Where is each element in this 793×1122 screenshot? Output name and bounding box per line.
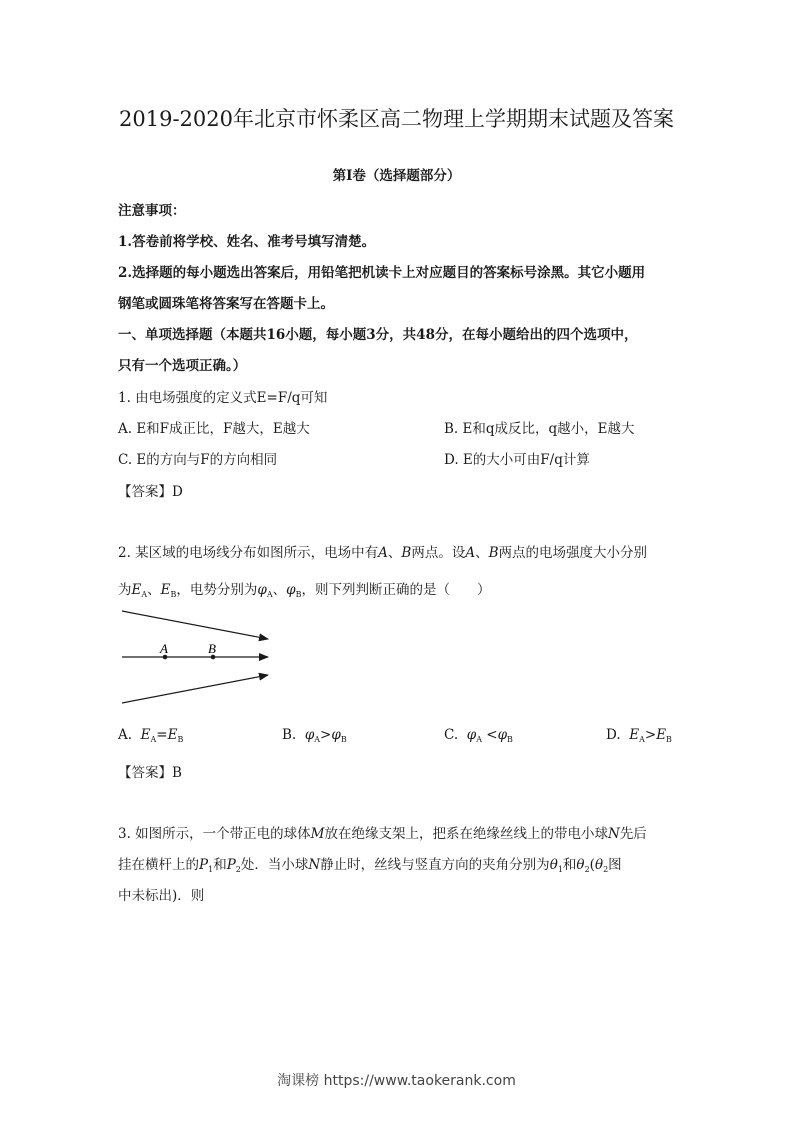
q2-stem-line2: 为$E_A$、$E_B$，电势分别为$\varphi_A$、$\varphi_B$，则下列判断正确的是（ ）	[118, 582, 491, 599]
notice-item-1: 1.答卷前将学校、姓名、准考号填写清楚。	[118, 234, 376, 250]
notice-item-2-line2: 钢笔或圆珠笔将答案写在答题卡上。	[118, 296, 334, 312]
q2-option-b: B. $\varphi_A>\varphi_B$	[282, 727, 347, 744]
q3-stem-line1: 3. 如图所示，一个带正电的球体M放在绝缘支架上，把系在绝缘丝线上的带电小球N先后	[118, 826, 647, 842]
q2-stem-line1: 2. 某区域的电场线分布如图所示，电场中有A、B两点。设A、B两点的电场强度大小分别	[118, 545, 648, 561]
label-b: B	[208, 641, 216, 656]
q1-answer: 【答案】D	[118, 484, 183, 500]
q1-option-d: D. E的大小可由F/q计算	[444, 452, 590, 468]
notice-item-2-line1: 2.选择题的每小题选出答案后，用铅笔把机读卡上对应题目的答案标号涂黑。其它小题用	[118, 265, 646, 281]
q2-option-d: D. $E_A>E_B$	[606, 727, 672, 744]
q1-option-b: B. E和q成反比，q越小，E越大	[444, 421, 635, 437]
q2-option-a: A. $E_A=E_B$	[118, 727, 184, 744]
q3-stem-line2: 挂在横杆上的$P_1$和$P_2$处．当小球N静止时，丝线与竖直方向的夹角分别为$\theta_1$和$\theta_2(\theta_2$图	[118, 857, 622, 874]
notice-heading: 注意事项：	[118, 203, 186, 219]
q2-option-c: C. $\varphi_A <\varphi_B$	[444, 727, 513, 744]
q3-stem-line3: 中未标出)．则	[118, 888, 205, 904]
part1-heading-line2: 只有一个选项正确。）	[118, 358, 247, 374]
footer-watermark: 淘课榜 https://www.taokerank.com	[277, 1073, 516, 1089]
q1-option-c: C. E的方向与F的方向相同	[118, 452, 278, 468]
page-title: 2019-2020年北京市怀柔区高二物理上学期期末试题及答案	[119, 107, 674, 131]
electric-field-lines-figure	[118, 606, 278, 710]
section-title: 第Ⅰ卷（选择题部分）	[332, 168, 461, 184]
part1-heading-line1: 一、单项选择题（本题共16小题，每小题3分，共48分，在每小题给出的四个选项中，	[118, 327, 638, 343]
q1-stem: 1. 由电场强度的定义式E=F/q可知	[118, 390, 328, 406]
q1-option-a: A. E和F成正比，F越大，E越大	[118, 421, 310, 437]
field-line-bottom	[122, 675, 268, 703]
label-a: A	[160, 641, 168, 656]
q2-answer: 【答案】B	[118, 765, 182, 781]
field-line-top	[122, 611, 268, 639]
